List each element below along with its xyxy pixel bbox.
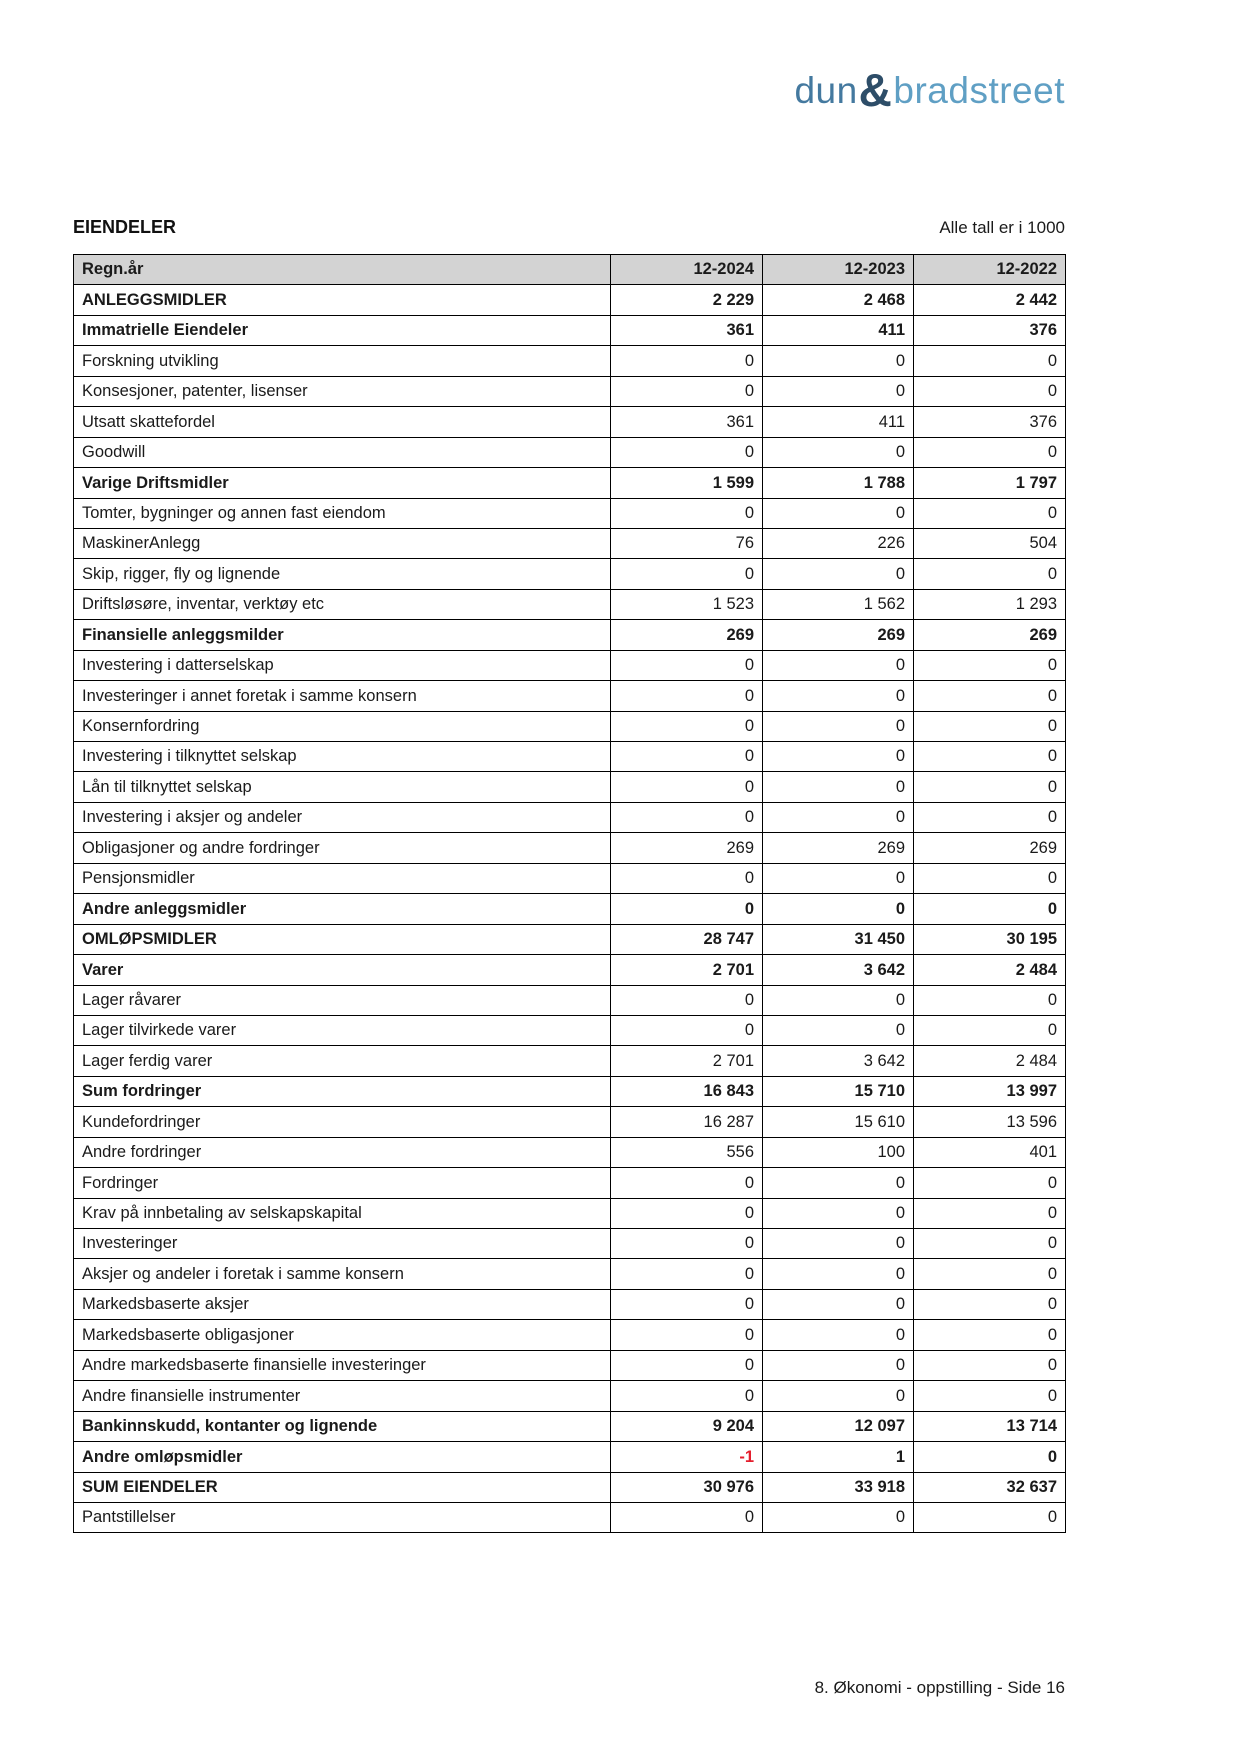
- row-value: 16 843: [611, 1076, 763, 1106]
- row-value: 0: [611, 1168, 763, 1198]
- row-value: 0: [611, 894, 763, 924]
- row-value: 2 484: [914, 1046, 1066, 1076]
- table-row: [74, 437, 1066, 467]
- row-value: 30 195: [914, 924, 1066, 954]
- table-row: [74, 1137, 1066, 1167]
- row-value: 0: [914, 1229, 1066, 1259]
- row-label: Investering i aksjer og andeler: [74, 802, 611, 832]
- row-value: 0: [763, 1320, 914, 1350]
- row-value: 0: [763, 711, 914, 741]
- row-value: 0: [611, 1320, 763, 1350]
- row-value: 269: [611, 620, 763, 650]
- row-value: 0: [763, 1350, 914, 1380]
- row-value: 0: [763, 985, 914, 1015]
- row-value: 0: [611, 376, 763, 406]
- row-label: ANLEGGSMIDLER: [74, 285, 611, 315]
- row-value: 1 797: [914, 468, 1066, 498]
- page-footer: 8. Økonomi - oppstilling - Side 16: [814, 1678, 1065, 1697]
- column-header-12-2024: 12-2024: [611, 255, 763, 285]
- row-label: Investering i tilknyttet selskap: [74, 742, 611, 772]
- row-label: Pantstillelser: [74, 1502, 611, 1532]
- row-value: 9 204: [611, 1411, 763, 1441]
- row-value: 0: [914, 1350, 1066, 1380]
- row-value: 401: [914, 1137, 1066, 1167]
- row-value: 0: [611, 650, 763, 680]
- row-value: 0: [914, 711, 1066, 741]
- row-value: 0: [611, 1259, 763, 1289]
- row-label: Sum fordringer: [74, 1076, 611, 1106]
- row-value: 0: [763, 1289, 914, 1319]
- dun-bradstreet-logo: [794, 64, 1065, 116]
- table-row: [74, 285, 1066, 315]
- row-value: 76: [611, 528, 763, 558]
- table-row: [74, 559, 1066, 589]
- row-label: Andre omløpsmidler: [74, 1442, 611, 1472]
- row-label: Fordringer: [74, 1168, 611, 1198]
- row-value: 0: [763, 863, 914, 893]
- table-row: [74, 985, 1066, 1015]
- row-value: 0: [763, 1381, 914, 1411]
- row-value: 0: [763, 376, 914, 406]
- row-value: 0: [914, 498, 1066, 528]
- table-row: [74, 1046, 1066, 1076]
- row-value: 0: [763, 1198, 914, 1228]
- table-row: [74, 1107, 1066, 1137]
- row-value: 2 701: [611, 1046, 763, 1076]
- row-value: 1 788: [763, 468, 914, 498]
- row-value: 3 642: [763, 1046, 914, 1076]
- table-row: [74, 711, 1066, 741]
- row-value: 0: [611, 711, 763, 741]
- table-row: [74, 1289, 1066, 1319]
- row-label: Immatrielle Eiendeler: [74, 315, 611, 345]
- row-value: 0: [914, 650, 1066, 680]
- row-value: 0: [763, 802, 914, 832]
- row-value: 0: [763, 894, 914, 924]
- logo-ampersand-icon: &: [858, 64, 893, 116]
- row-label: Investeringer i annet foretak i samme konsern: [74, 681, 611, 711]
- row-label: Andre anleggsmidler: [74, 894, 611, 924]
- table-row: [74, 1502, 1066, 1532]
- table-row: [74, 1259, 1066, 1289]
- units-note: Alle tall er i 1000: [939, 218, 1065, 237]
- row-value: 0: [763, 742, 914, 772]
- row-label: Varer: [74, 955, 611, 985]
- table-row: [74, 650, 1066, 680]
- row-label: Konsesjoner, patenter, lisenser: [74, 376, 611, 406]
- row-label: Bankinnskudd, kontanter og lignende: [74, 1411, 611, 1441]
- row-value: 376: [914, 407, 1066, 437]
- row-value: 2 468: [763, 285, 914, 315]
- row-label: Investering i datterselskap: [74, 650, 611, 680]
- table-row: [74, 1411, 1066, 1441]
- row-value: 0: [763, 681, 914, 711]
- row-label: Investeringer: [74, 1229, 611, 1259]
- row-value: 0: [914, 863, 1066, 893]
- row-value: 361: [611, 407, 763, 437]
- row-value: 0: [763, 1229, 914, 1259]
- row-value: 16 287: [611, 1107, 763, 1137]
- row-value: 269: [914, 833, 1066, 863]
- row-value: 0: [914, 1198, 1066, 1228]
- row-value: 0: [763, 437, 914, 467]
- row-value: 0: [611, 1289, 763, 1319]
- row-value: 0: [763, 650, 914, 680]
- row-value: 3 642: [763, 955, 914, 985]
- row-value: 504: [914, 528, 1066, 558]
- row-value: 0: [611, 1015, 763, 1045]
- table-row: [74, 924, 1066, 954]
- table-row: [74, 1472, 1066, 1502]
- row-value: 0: [914, 1381, 1066, 1411]
- row-label: Markedsbaserte aksjer: [74, 1289, 611, 1319]
- row-value: 1: [763, 1442, 914, 1472]
- row-value: 0: [914, 1015, 1066, 1045]
- row-value: 376: [914, 315, 1066, 345]
- row-value: 0: [914, 346, 1066, 376]
- row-value: 0: [763, 1168, 914, 1198]
- table-row: [74, 528, 1066, 558]
- row-label: SUM EIENDELER: [74, 1472, 611, 1502]
- logo-text-dun: dun: [794, 70, 858, 111]
- table-row: [74, 681, 1066, 711]
- row-label: Forskning utvikling: [74, 346, 611, 376]
- row-value: 28 747: [611, 924, 763, 954]
- table-row: [74, 833, 1066, 863]
- row-label: Aksjer og andeler i foretak i samme konsern: [74, 1259, 611, 1289]
- row-value: 0: [914, 1442, 1066, 1472]
- row-value: 269: [611, 833, 763, 863]
- row-value: 0: [611, 346, 763, 376]
- row-value: 33 918: [763, 1472, 914, 1502]
- row-label: Konsernfordring: [74, 711, 611, 741]
- row-value: 0: [914, 1259, 1066, 1289]
- row-value: 0: [611, 559, 763, 589]
- table-row: [74, 863, 1066, 893]
- row-value: 411: [763, 315, 914, 345]
- row-value: 13 997: [914, 1076, 1066, 1106]
- table-row: [74, 955, 1066, 985]
- table-row: [74, 1442, 1066, 1472]
- table-row: [74, 589, 1066, 619]
- row-label: MaskinerAnlegg: [74, 528, 611, 558]
- row-value: 0: [611, 1502, 763, 1532]
- row-value: -1: [611, 1442, 763, 1472]
- row-label: Lager tilvirkede varer: [74, 1015, 611, 1045]
- row-value: 0: [611, 437, 763, 467]
- row-label: Tomter, bygninger og annen fast eiendom: [74, 498, 611, 528]
- row-value: 1 523: [611, 589, 763, 619]
- table-row: [74, 802, 1066, 832]
- row-value: 2 701: [611, 955, 763, 985]
- row-value: 0: [914, 559, 1066, 589]
- row-value: 13 714: [914, 1411, 1066, 1441]
- row-value: 0: [611, 742, 763, 772]
- row-label: Andre finansielle instrumenter: [74, 1381, 611, 1411]
- row-label: Lager råvarer: [74, 985, 611, 1015]
- row-value: 100: [763, 1137, 914, 1167]
- balance-sheet-table-wrap: [73, 254, 1066, 1533]
- row-value: 0: [763, 1259, 914, 1289]
- row-value: 0: [914, 1168, 1066, 1198]
- row-value: 31 450: [763, 924, 914, 954]
- row-value: 361: [611, 315, 763, 345]
- row-label: Pensjonsmidler: [74, 863, 611, 893]
- table-row: [74, 772, 1066, 802]
- row-value: 0: [763, 559, 914, 589]
- page-title: EIENDELER: [73, 217, 177, 237]
- row-value: 269: [914, 620, 1066, 650]
- table-row: [74, 315, 1066, 345]
- column-header-regnar: Regn.år: [74, 255, 611, 285]
- row-value: 0: [611, 1381, 763, 1411]
- row-label: Markedsbaserte obligasjoner: [74, 1320, 611, 1350]
- row-value: 0: [611, 1198, 763, 1228]
- row-label: Andre markedsbaserte finansielle investeringer: [74, 1350, 611, 1380]
- row-label: Andre fordringer: [74, 1137, 611, 1167]
- table-row: [74, 376, 1066, 406]
- row-label: Finansielle anleggsmilder: [74, 620, 611, 650]
- row-value: 0: [763, 772, 914, 802]
- row-value: 13 596: [914, 1107, 1066, 1137]
- balance-table-body: [74, 285, 1066, 1533]
- row-value: 1 599: [611, 468, 763, 498]
- row-label: Lager ferdig varer: [74, 1046, 611, 1076]
- table-row: [74, 1320, 1066, 1350]
- row-value: 269: [763, 833, 914, 863]
- row-label: Goodwill: [74, 437, 611, 467]
- row-value: 0: [914, 1289, 1066, 1319]
- row-value: 0: [763, 1015, 914, 1045]
- row-value: 32 637: [914, 1472, 1066, 1502]
- table-row: [74, 1350, 1066, 1380]
- table-row: [74, 620, 1066, 650]
- column-header-12-2023: 12-2023: [763, 255, 914, 285]
- table-row: [74, 1168, 1066, 1198]
- row-value: 0: [914, 894, 1066, 924]
- row-label: Krav på innbetaling av selskapskapital: [74, 1198, 611, 1228]
- table-row: [74, 894, 1066, 924]
- table-header-row: [74, 255, 1066, 285]
- row-value: 0: [611, 772, 763, 802]
- row-value: 12 097: [763, 1411, 914, 1441]
- row-label: Skip, rigger, fly og lignende: [74, 559, 611, 589]
- row-value: 1 293: [914, 589, 1066, 619]
- table-row: [74, 1076, 1066, 1106]
- row-label: Varige Driftsmidler: [74, 468, 611, 498]
- row-value: 411: [763, 407, 914, 437]
- row-value: 0: [611, 802, 763, 832]
- row-value: 0: [611, 1350, 763, 1380]
- row-value: 1 562: [763, 589, 914, 619]
- row-label: OMLØPSMIDLER: [74, 924, 611, 954]
- table-row: [74, 1198, 1066, 1228]
- row-label: Kundefordringer: [74, 1107, 611, 1137]
- table-row: [74, 1229, 1066, 1259]
- row-value: 0: [611, 498, 763, 528]
- row-value: 2 229: [611, 285, 763, 315]
- logo-text-bradstreet: bradstreet: [893, 70, 1065, 111]
- row-value: 0: [611, 1229, 763, 1259]
- row-label: Driftsløsøre, inventar, verktøy etc: [74, 589, 611, 619]
- row-value: 0: [763, 1502, 914, 1532]
- row-value: 556: [611, 1137, 763, 1167]
- row-value: 0: [763, 346, 914, 376]
- row-value: 2 484: [914, 955, 1066, 985]
- table-row: [74, 1015, 1066, 1045]
- table-row: [74, 1381, 1066, 1411]
- table-row: [74, 346, 1066, 376]
- row-value: 0: [914, 437, 1066, 467]
- column-header-12-2022: 12-2022: [914, 255, 1066, 285]
- row-value: 0: [914, 802, 1066, 832]
- row-value: 15 710: [763, 1076, 914, 1106]
- row-label: Obligasjoner og andre fordringer: [74, 833, 611, 863]
- row-value: 226: [763, 528, 914, 558]
- table-row: [74, 498, 1066, 528]
- table-row: [74, 407, 1066, 437]
- row-value: 0: [914, 985, 1066, 1015]
- row-value: 0: [611, 863, 763, 893]
- title-row: [73, 217, 1065, 238]
- row-value: 30 976: [611, 1472, 763, 1502]
- row-label: Lån til tilknyttet selskap: [74, 772, 611, 802]
- table-row: [74, 468, 1066, 498]
- row-label: Utsatt skattefordel: [74, 407, 611, 437]
- row-value: 0: [914, 742, 1066, 772]
- row-value: 0: [611, 985, 763, 1015]
- row-value: 0: [914, 1502, 1066, 1532]
- row-value: 0: [914, 1320, 1066, 1350]
- row-value: 0: [914, 376, 1066, 406]
- row-value: 2 442: [914, 285, 1066, 315]
- row-value: 0: [914, 772, 1066, 802]
- row-value: 15 610: [763, 1107, 914, 1137]
- balance-sheet-table: [73, 254, 1066, 1533]
- row-value: 0: [611, 681, 763, 711]
- row-value: 0: [763, 498, 914, 528]
- row-value: 0: [914, 681, 1066, 711]
- table-row: [74, 742, 1066, 772]
- row-value: 269: [763, 620, 914, 650]
